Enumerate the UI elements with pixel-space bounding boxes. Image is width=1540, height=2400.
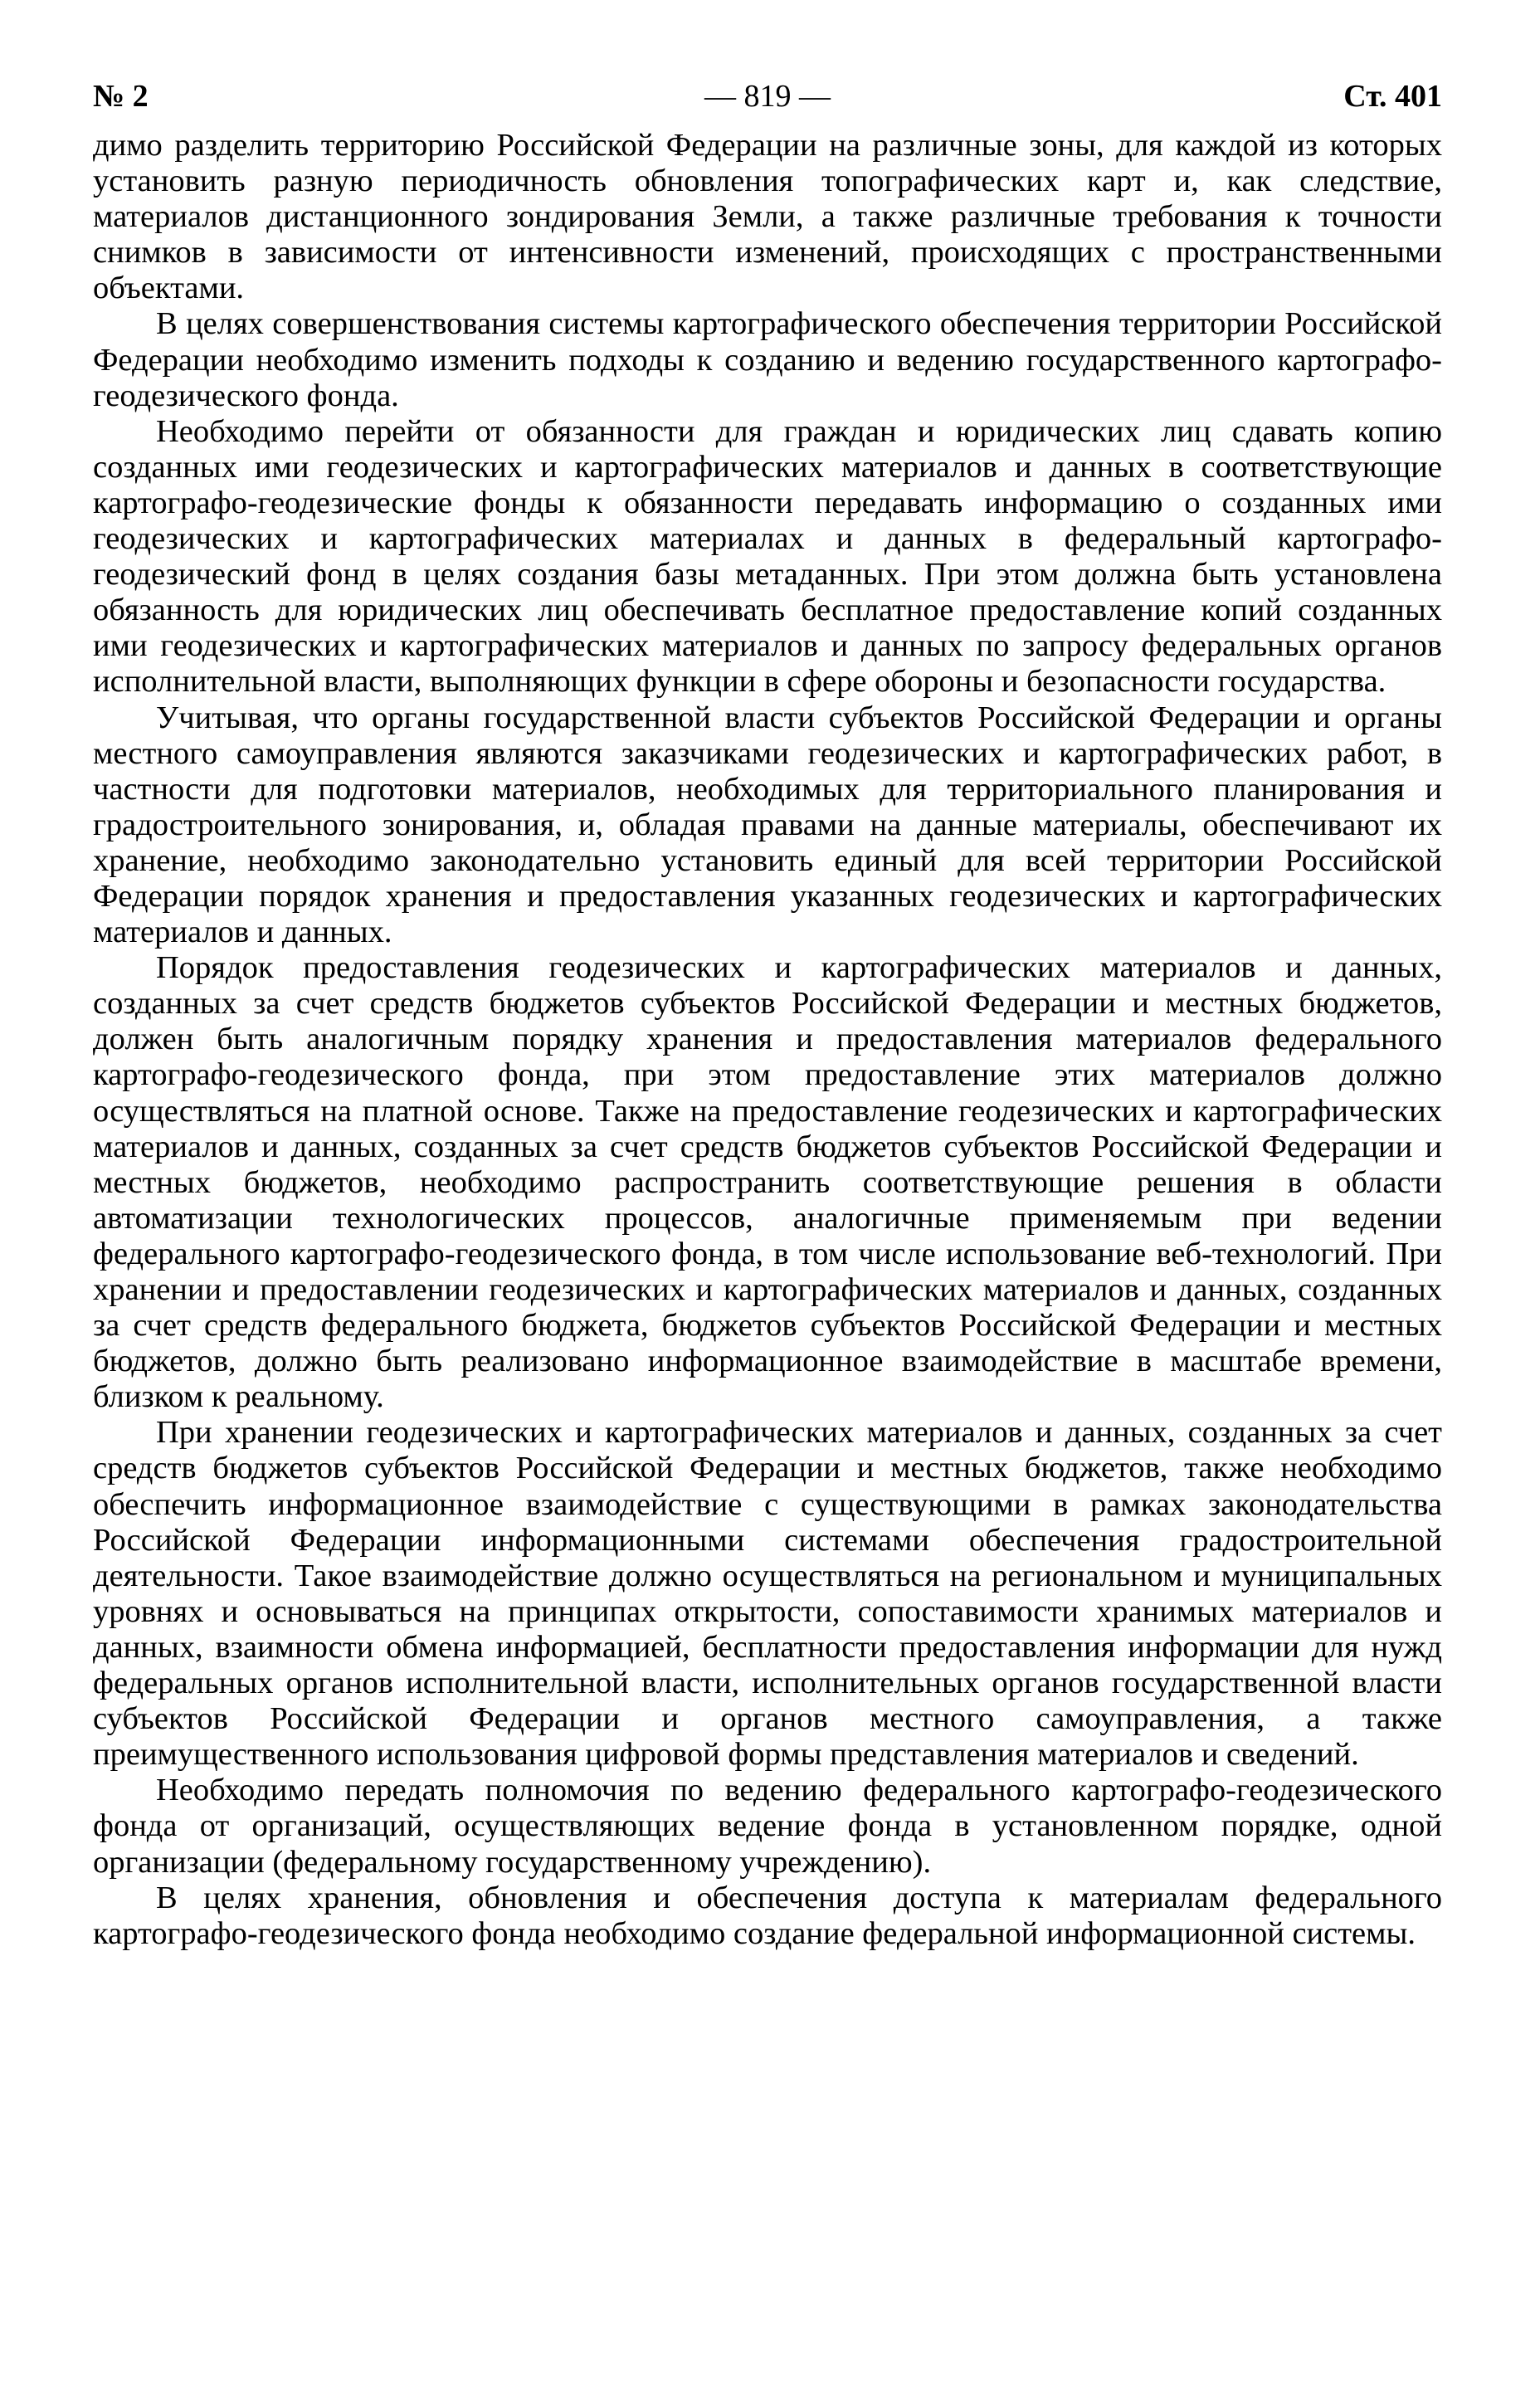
paragraph: В целях совершенствования системы картографического обеспечения территории Российской Федерации необходимо изменить подходы к созданию и ведению государственного картографо-геодезического фонда. [93, 306, 1442, 413]
paragraph: Необходимо передать полномочия по ведению федерального картографо-геодезического фонда от организаций, осуществляющих ведение фонда в установленном порядке, одной организации (федеральному государственному учреждению). [93, 1773, 1442, 1880]
paragraph: димо разделить территорию Российской Федерации на различные зоны, для каждой из которых установить разную периодичность обновления топографических карт и, как следствие, материалов дистанционного зондирования Земли, а также различные требования к точности снимков в зависимости от интенсивности изменений, происходящих с пространственными объектами. [93, 128, 1442, 306]
paragraph: При хранении геодезических и картографических материалов и данных, созданных за счет средств бюджетов субъектов Российской Федерации и местных бюджетов, также необходимо обеспечить информационное взаимодействие с существующими в рамках законодательства Российской Федерации информационными системами обеспечения градостроительной деятельности. Такое взаимодействие должно осуществляться на региональном и муниципальных уровнях и основываться на принципах открытости, сопоставимости хранимых материалов и данных, взаимности обмена информацией, бесплатности предоставления информации для нужд федеральных органов исполнительной власти, исполнительных органов государственной власти субъектов Российской Федерации и органов местного самоуправления, а также преимущественного использования цифровой формы представления материалов и сведений. [93, 1415, 1442, 1773]
page-header [93, 71, 1442, 121]
document-page [93, 71, 1442, 1952]
page-number: — 819 — [704, 79, 831, 114]
paragraph: Необходимо перейти от обязанности для граждан и юридических лиц сдавать копию созданных ими геодезических и картографических материалов и данных в соответствующие картографо-геодезические фонды к обязанности передавать информацию о созданных ими геодезических и картографических материалах и данных в федеральный картографо-геодезический фонд в целях создания базы метаданных. При этом должна быть установлена обязанность для юридических лиц обеспечивать бесплатное предоставление копий созданных ими геодезических и картографических материалов и данных по запросу федеральных органов исполнительной власти, выполняющих функции в сфере обороны и безопасности государства. [93, 413, 1442, 700]
document-body [93, 128, 1442, 1952]
issue-number: № 2 [93, 79, 149, 114]
article-number: Ст. 401 [1343, 79, 1442, 114]
paragraph: Учитывая, что органы государственной власти субъектов Российской Федерации и органы местного самоуправления являются заказчиками геодезических и картографических работ, в частности для подготовки материалов, необходимых для территориального планирования и градостроительного зонирования, и, обладая правами на данные материалы, обеспечивают их хранение, необходимо законодательно установить единый для всей территории Российской Федерации порядок хранения и предоставления указанных геодезических и картографических материалов и данных. [93, 700, 1442, 950]
paragraph: В целях хранения, обновления и обеспечения доступа к материалам федерального картографо-геодезического фонда необходимо создание федеральной информационной системы. [93, 1880, 1442, 1951]
paragraph: Порядок предоставления геодезических и картографических материалов и данных, созданных за счет средств бюджетов субъектов Российской Федерации и местных бюджетов, должен быть аналогичным порядку хранения и предоставления материалов федерального картографо-геодезического фонда, при этом предоставление этих материалов должно осуществляться на платной основе. Также на предоставление геодезических и картографических материалов и данных, созданных за счет средств бюджетов субъектов Российской Федерации и местных бюджетов, необходимо распространить соответствующие решения в области автоматизации технологических процессов, аналогичные применяемым при ведении федерального картографо-геодезического фонда, в том числе использование веб-технологий. При хранении и предоставлении геодезических и картографических материалов и данных, созданных за счет средств федерального бюджета, бюджетов субъектов Российской Федерации и местных бюджетов, должно быть реализовано информационное взаимодействие в масштабе времени, близком к реальному. [93, 950, 1442, 1415]
